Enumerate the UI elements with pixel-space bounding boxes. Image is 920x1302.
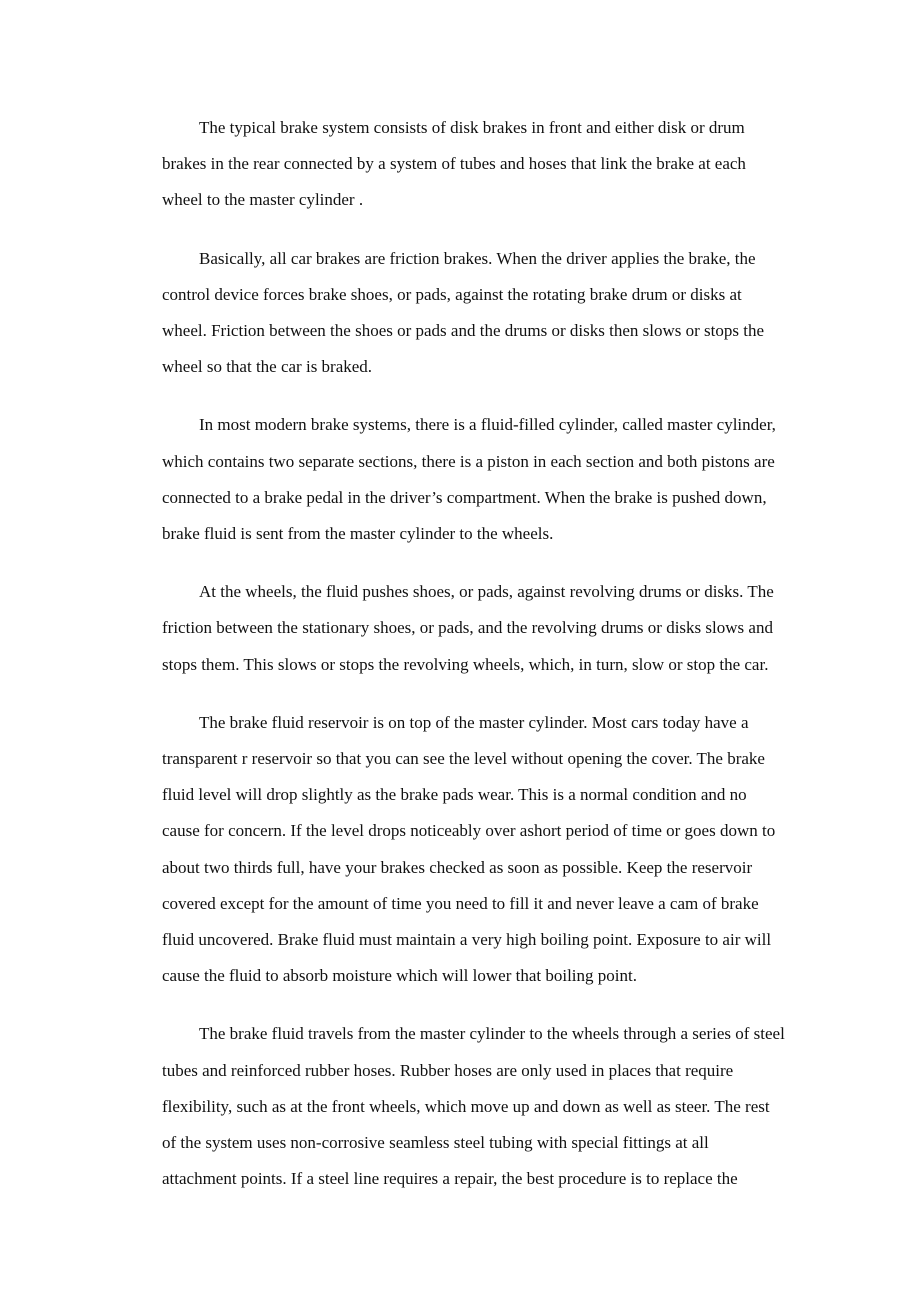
text-line: transparent r reservoir so that you can see the level without opening the cover. The brake bbox=[162, 749, 765, 769]
paragraph-friction-brakes bbox=[162, 241, 852, 386]
text-line: control device forces brake shoes, or pads, against the rotating brake drum or disks at bbox=[162, 284, 742, 304]
text-line: tubes and reinforced rubber hoses. Rubber hoses are only used in places that require bbox=[162, 1060, 734, 1080]
text-line: The typical brake system consists of disk brakes in front and either disk or drum bbox=[199, 118, 745, 137]
text-line: friction between the stationary shoes, or pads, and the revolving drums or disks slows and bbox=[162, 618, 773, 638]
text-line: At the wheels, the fluid pushes shoes, or pads, against revolving drums or disks. The bbox=[199, 582, 774, 602]
text-line: cause for concern. If the level drops noticeably over ashort period of time or goes down to bbox=[162, 821, 776, 841]
paragraph-tubes-hoses bbox=[162, 1016, 852, 1197]
text-line: brakes in the rear connected by a system of tubes and hoses that link the brake at each bbox=[162, 154, 746, 174]
text-line: of the system uses non-corrosive seamless steel tubing with special fittings at all bbox=[162, 1133, 709, 1153]
paragraph-fluid-reservoir bbox=[162, 705, 852, 995]
text-line: covered except for the amount of time you need to fill it and never leave a cam of brake bbox=[162, 893, 759, 913]
text-line: brake fluid is sent from the master cylinder to the wheels. bbox=[162, 524, 554, 544]
text-line: wheel so that the car is braked. bbox=[162, 357, 373, 377]
text-line: connected to a brake pedal in the driver’s compartment. When the brake is pushed down, bbox=[162, 487, 767, 507]
paragraph-disk-drum-brakes bbox=[162, 110, 852, 219]
paragraph-wheels bbox=[162, 574, 852, 683]
text-line: fluid level will drop slightly as the brake pads wear. This is a normal condition and no bbox=[162, 785, 747, 805]
text-line: stops them. This slows or stops the revolving wheels, which, in turn, slow or stop the car. bbox=[162, 654, 769, 674]
text-line: about two thirds full, have your brakes checked as soon as possible. Keep the reservoir bbox=[162, 857, 753, 877]
document-body bbox=[162, 110, 852, 1219]
text-line: attachment points. If a steel line requires a repair, the best procedure is to replace the bbox=[162, 1169, 738, 1189]
text-line: cause the fluid to absorb moisture which will lower that boiling point. bbox=[162, 966, 637, 986]
text-line: The brake fluid travels from the master cylinder to the wheels through a series of steel bbox=[199, 1024, 785, 1044]
text-line: Basically, all car brakes are friction brakes. When the driver applies the brake, the bbox=[199, 248, 756, 268]
text-line: fluid uncovered. Brake fluid must maintain a very high boiling point. Exposure to air will bbox=[162, 930, 772, 950]
text-line: In most modern brake systems, there is a fluid-filled cylinder, called master cylinder, bbox=[199, 415, 776, 435]
text-line: The brake fluid reservoir is on top of the master cylinder. Most cars today have a bbox=[199, 712, 749, 732]
text-line: flexibility, such as at the front wheels, which move up and down as well as steer. The rest bbox=[162, 1096, 770, 1116]
text-line: wheel. Friction between the shoes or pads and the drums or disks then slows or stops the bbox=[162, 321, 764, 341]
text-line: wheel to the master cylinder . bbox=[162, 190, 364, 210]
paragraph-master-cylinder bbox=[162, 407, 852, 552]
text-line: which contains two separate sections, there is a piston in each section and both pistons are bbox=[162, 451, 775, 471]
